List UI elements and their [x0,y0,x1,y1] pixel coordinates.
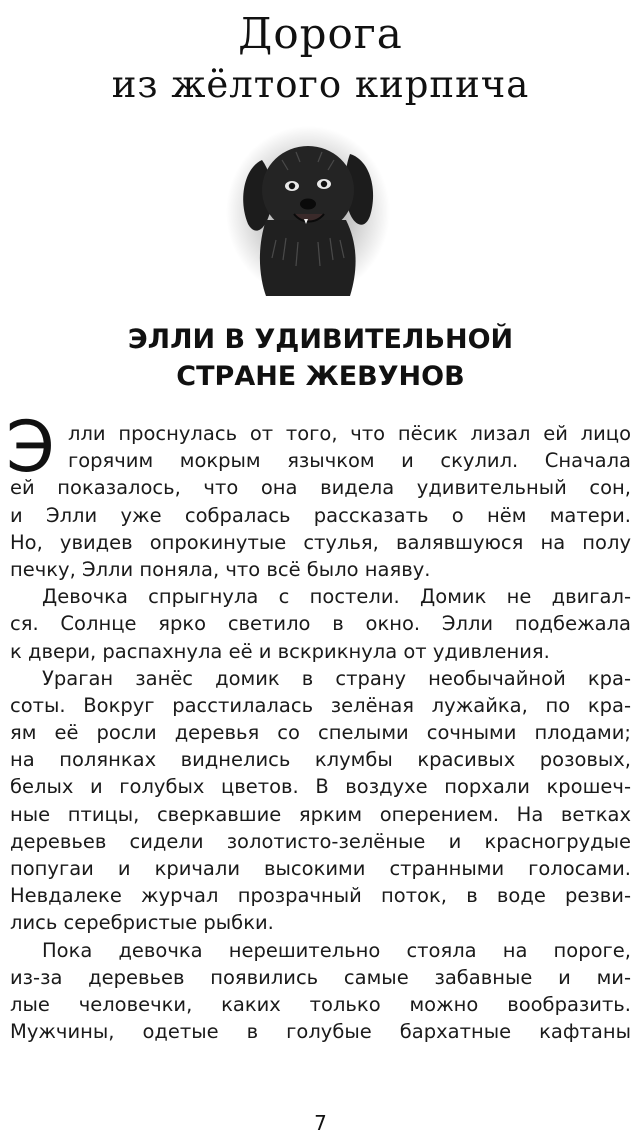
text-line: попугаи и кричали высокими странными голосами. [10,857,631,880]
text-line: Невдалеке журчал прозрачный поток, в воде резви- [10,884,631,908]
text-line: печку, Элли поняла, что всё было наяву. [10,557,431,581]
text-line: Девочка спрыгнула с постели. Домик не двигал- [42,585,631,609]
text-line: ные птицы, сверкавшие ярким оперением. На ветках [10,802,631,826]
text-line: ям её росли деревья со спелыми сочными плодами; [10,721,631,745]
part-title-line-2: из жёлтого кирпича [111,63,530,106]
text-line: лись серебристые рыбки. [10,911,274,935]
chapter-title-line-2: СТРАНЕ ЖЕВУНОВ [176,361,465,392]
text-line: лые человечки, каких только можно вообразить. [10,992,631,1016]
drop-cap: Э [6,406,55,488]
dog-illustration-icon [226,120,390,296]
text-line: Пока девочка нерешительно стояла на пороге, [42,938,631,962]
text-line: Мужчины, одетые в голубые бархатные кафтаны [10,1020,631,1044]
text-line: белых и голубых цветов. В воздухе порхали крошеч- [10,775,631,799]
body-text [6,406,631,1045]
text-line: Ураган занёс домик в страну необычайной кра- [42,666,631,690]
text-line: соты. Вокруг расстилалась зелёная лужайка, по кра- [10,693,631,717]
text-line: из-за деревьев появились самые забавные и ми- [10,965,631,989]
text-line: лли проснулась от того, что пёсик лизал ей лицо [68,422,631,445]
chapter-title-line-1: ЭЛЛИ В УДИВИТЕЛЬНОЙ [127,324,514,355]
text-line: деревьев сидели золотисто-зелёные и красногрудые [10,829,631,853]
text-line: горячим мокрым язычком и скулил. Сначала [68,449,631,473]
text-line: Но, увидев опрокинутые стулья, валявшуюся на полу [10,530,631,554]
text-line: ся. Солнце ярко светило в окно. Элли подбежала [10,612,631,636]
page-number: 7 [314,1111,327,1135]
text-line: на полянках виднелись клумбы красивых розовых, [10,748,631,772]
text-line: ей показалось, что она видела удивительный сон, [10,476,631,500]
part-title-line-1: Дорога [238,9,403,58]
text-line: к двери, распахнула её и вскрикнула от удивления. [10,639,550,663]
text-line: и Элли уже собралась рассказать о нём матери. [10,503,631,527]
